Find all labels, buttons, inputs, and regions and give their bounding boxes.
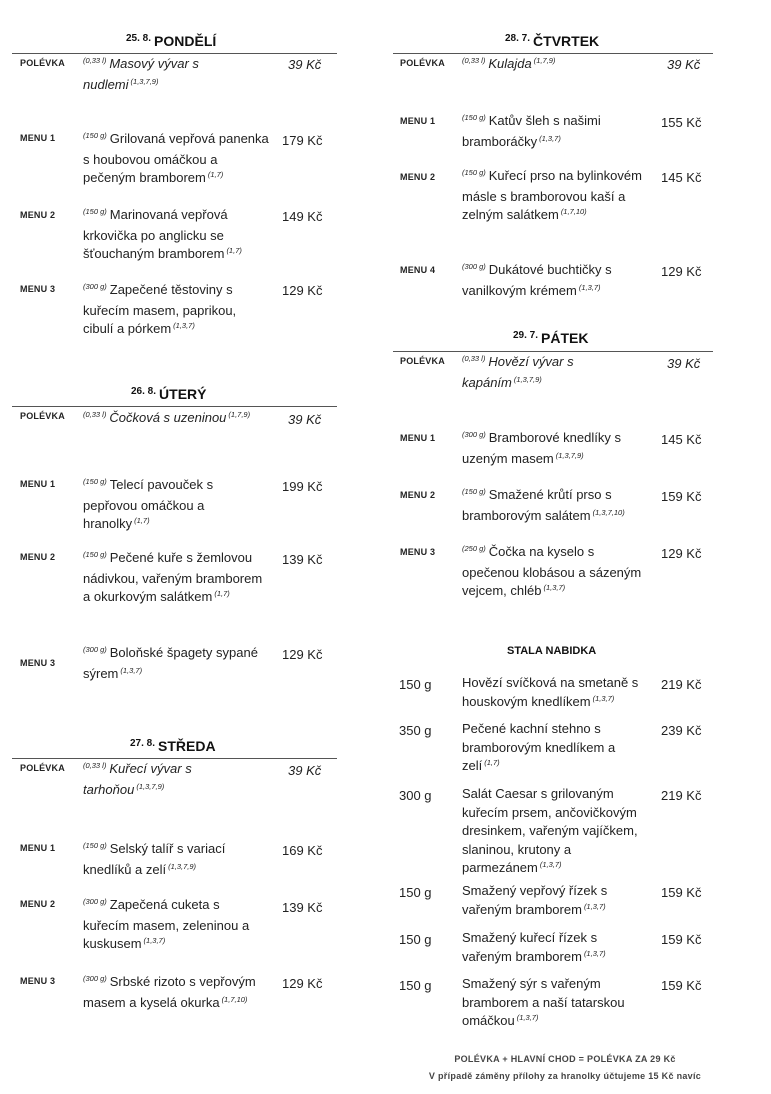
- soup-label: POLÉVKA: [20, 411, 65, 421]
- day-heading-monday: [126, 33, 216, 49]
- standing-price: 219 Kč: [661, 677, 702, 692]
- soup-price: 39 Kč: [288, 412, 322, 427]
- soup-label: POLÉVKA: [20, 58, 65, 68]
- menu-price: 145 Kč: [661, 170, 702, 185]
- menu-dish: $^{(300 g)}$ Dukátové buchtičky s vanilkovým krémem $^{(1,3,7)}$: [462, 262, 612, 298]
- day-rule: [393, 53, 713, 54]
- soup-price: 39 Kč: [667, 57, 701, 72]
- menu-dish: $^{(150 g)}$ Grilovaná vepřová panenka s houbovou omáčkou a pečeným bramborem $^{(1,7)}$: [83, 131, 269, 185]
- menu-price: 139 Kč: [282, 552, 323, 567]
- standing-dish: Smažený vepřový řízek s vařeným bramborem $^{(1,3,7)}$: [462, 883, 608, 917]
- menu-dish: $^{(150 g)}$ Pečené kuře s žemlovou nádivkou, vařeným bramborem a okurkovým salátkem $^{(1,7)}$: [83, 550, 263, 604]
- menu-price: 169 Kč: [282, 843, 323, 858]
- standing-price: 219 Kč: [661, 788, 702, 803]
- menu-dish: $^{(150 g)}$ Katův šleh s našimi bramboráčky $^{(1,3,7)}$: [462, 113, 601, 149]
- soup-price: 39 Kč: [288, 763, 322, 778]
- menu-label: MENU 1: [20, 479, 56, 489]
- menu-price: 129 Kč: [282, 283, 323, 298]
- day-date: 26. 8.: [131, 386, 157, 397]
- day-heading-friday: [513, 330, 588, 346]
- menu-dish: $^{(300 g)}$ Zapečené těstoviny s kuřecím masem, paprikou, cibulí a pórkem $^{(1,3,7)}$: [83, 282, 237, 336]
- standing-price: 159 Kč: [661, 978, 702, 993]
- soup-price: 39 Kč: [288, 57, 322, 72]
- menu-label: MENU 3: [20, 284, 56, 294]
- menu-dish: $^{(300 g)}$ Srbské rizoto s vepřovým masem a kyselá okurka $^{(1,7,10)}$: [83, 974, 256, 1010]
- menu-label: MENU 4: [400, 265, 436, 275]
- footer-combo-note: POLÉVKA + HLAVNÍ CHOD = POLÉVKA ZA 29 Kč: [454, 1054, 676, 1064]
- menu-label: MENU 1: [20, 843, 56, 853]
- day-heading-wednesday: [130, 738, 216, 754]
- day-rule: [12, 758, 337, 759]
- day-rule: [12, 53, 337, 54]
- menu-label: MENU 1: [400, 116, 436, 126]
- standing-menu-title: STALA NABIDKA: [507, 645, 597, 657]
- standing-dish: Salát Caesar s grilovaným kuřecím prsem, ančovičkovým dresinkem, vařeným vajíčkem, slaninou, krutony a parmezánem $^{(1,3,7)}$: [462, 786, 638, 875]
- standing-weight: 150 g: [399, 885, 432, 900]
- menu-label: MENU 2: [20, 899, 56, 909]
- menu-price: 145 Kč: [661, 432, 702, 447]
- standing-weight: 300 g: [399, 788, 432, 803]
- menu-label: MENU 2: [400, 490, 436, 500]
- standing-price: 159 Kč: [661, 932, 702, 947]
- menu-dish: $^{(150 g)}$ Selský talíř s variací knedlíků a zelí $^{(1,3,7,9)}$: [83, 841, 226, 877]
- day-name: PONDĚLÍ: [154, 33, 217, 49]
- menu-price: 199 Kč: [282, 479, 323, 494]
- soup-label: POLÉVKA: [20, 763, 65, 773]
- soup-dish: $^{(0,33 l)}$ Hovězí vývar s kapáním $^{(1,3,7,9)}$: [462, 354, 574, 390]
- standing-dish: Smažený kuřecí řízek s vařeným bramborem $^{(1,3,7)}$: [462, 930, 606, 964]
- day-name: STŘEDA: [158, 738, 216, 754]
- menu-price: 149 Kč: [282, 209, 323, 224]
- standing-weight: 150 g: [399, 677, 432, 692]
- menu-label: MENU 1: [400, 433, 436, 443]
- standing-weight: 350 g: [399, 723, 432, 738]
- day-name: PÁTEK: [541, 330, 589, 346]
- menu-dish: $^{(150 g)}$ Marinovaná vepřová krkovička po anglicku se šťouchaným bramborem $^{(1,7)}$: [83, 207, 242, 261]
- menu-label: MENU 2: [400, 172, 436, 182]
- menu-price: 129 Kč: [282, 976, 323, 991]
- standing-price: 239 Kč: [661, 723, 702, 738]
- day-date: 29. 7.: [513, 330, 539, 341]
- menu-dish: $^{(150 g)}$ Telecí pavouček s pepřovou omáčkou a hranolky $^{(1,7)}$: [83, 477, 214, 531]
- menu-label: MENU 2: [20, 210, 56, 220]
- day-date: 27. 8.: [130, 738, 156, 749]
- soup-dish: $^{(0,33 l)}$ Kulajda $^{(1,7,9)}$: [462, 56, 556, 71]
- menu-price: 179 Kč: [282, 133, 323, 148]
- day-date: 28. 7.: [505, 33, 531, 44]
- soup-dish: $^{(0,33 l)}$ Kuřecí vývar s tarhoňou $^{(1,3,7,9)}$: [83, 761, 192, 797]
- menu-dish: $^{(250 g)}$ Čočka na kyselo s opečenou klobásou a sázeným vejcem, chléb $^{(1,3,7)}$: [462, 544, 642, 598]
- day-date: 25. 8.: [126, 33, 152, 44]
- menu-dish: $^{(300 g)}$ Zapečená cuketa s kuřecím masem, zeleninou a kuskusem $^{(1,3,7)}$: [83, 897, 250, 951]
- standing-price: 159 Kč: [661, 885, 702, 900]
- day-heading-tuesday: [131, 386, 206, 402]
- menu-price: 129 Kč: [661, 546, 702, 561]
- day-rule: [12, 406, 337, 407]
- day-heading-thursday: [505, 33, 599, 49]
- menu-dish: $^{(300 g)}$ Boloňské špagety sypané sýrem $^{(1,3,7)}$: [83, 645, 258, 681]
- day-name: ČTVRTEK: [533, 33, 600, 49]
- footer-fries-note: V případě záměny přílohy za hranolky účtujeme 15 Kč navíc: [428, 1071, 702, 1081]
- standing-dish: Smažený sýr s vařeným bramborem a naší tatarskou omáčkou $^{(1,3,7)}$: [462, 976, 625, 1028]
- standing-weight: 150 g: [399, 978, 432, 993]
- soup-label: POLÉVKA: [400, 356, 445, 366]
- standing-weight: 150 g: [399, 932, 432, 947]
- soup-price: 39 Kč: [667, 356, 701, 371]
- standing-dish: Pečené kachní stehno s bramborovým knedlíkem a zelí $^{(1,7)}$: [462, 721, 616, 773]
- soup-label: POLÉVKA: [400, 58, 445, 68]
- menu-label: MENU 2: [20, 552, 56, 562]
- day-rule: [393, 351, 713, 352]
- day-name: ÚTERÝ: [159, 386, 207, 402]
- soup-dish: $^{(0,33 l)}$ Masový vývar s nudlemi $^{(1,3,7,9)}$: [83, 56, 199, 92]
- menu-price: 129 Kč: [282, 647, 323, 662]
- menu-dish: $^{(300 g)}$ Bramborové knedlíky s uzeným masem $^{(1,3,7,9)}$: [462, 430, 621, 466]
- menu-label: MENU 1: [20, 133, 56, 143]
- standing-dish: Hovězí svíčková na smetaně s houskovým knedlíkem $^{(1,3,7)}$: [462, 675, 639, 709]
- menu-label: MENU 3: [20, 658, 56, 668]
- soup-dish: $^{(0,33 l)}$ Čočková s uzeninou $^{(1,7,9)}$: [83, 410, 251, 425]
- menu-price: 139 Kč: [282, 900, 323, 915]
- menu-dish: $^{(150 g)}$ Kuřecí prso na bylinkovém másle s bramborovou kaší a zelným salátkem $^{(1,7,10)}$: [462, 168, 642, 222]
- menu-dish: $^{(150 g)}$ Smažené krůtí prso s bramborovým salátem $^{(1,3,7,10)}$: [462, 487, 625, 523]
- menu-price: 155 Kč: [661, 115, 702, 130]
- menu-price: 129 Kč: [661, 264, 702, 279]
- menu-price: 159 Kč: [661, 489, 702, 504]
- menu-label: MENU 3: [400, 547, 436, 557]
- menu-label: MENU 3: [20, 976, 56, 986]
